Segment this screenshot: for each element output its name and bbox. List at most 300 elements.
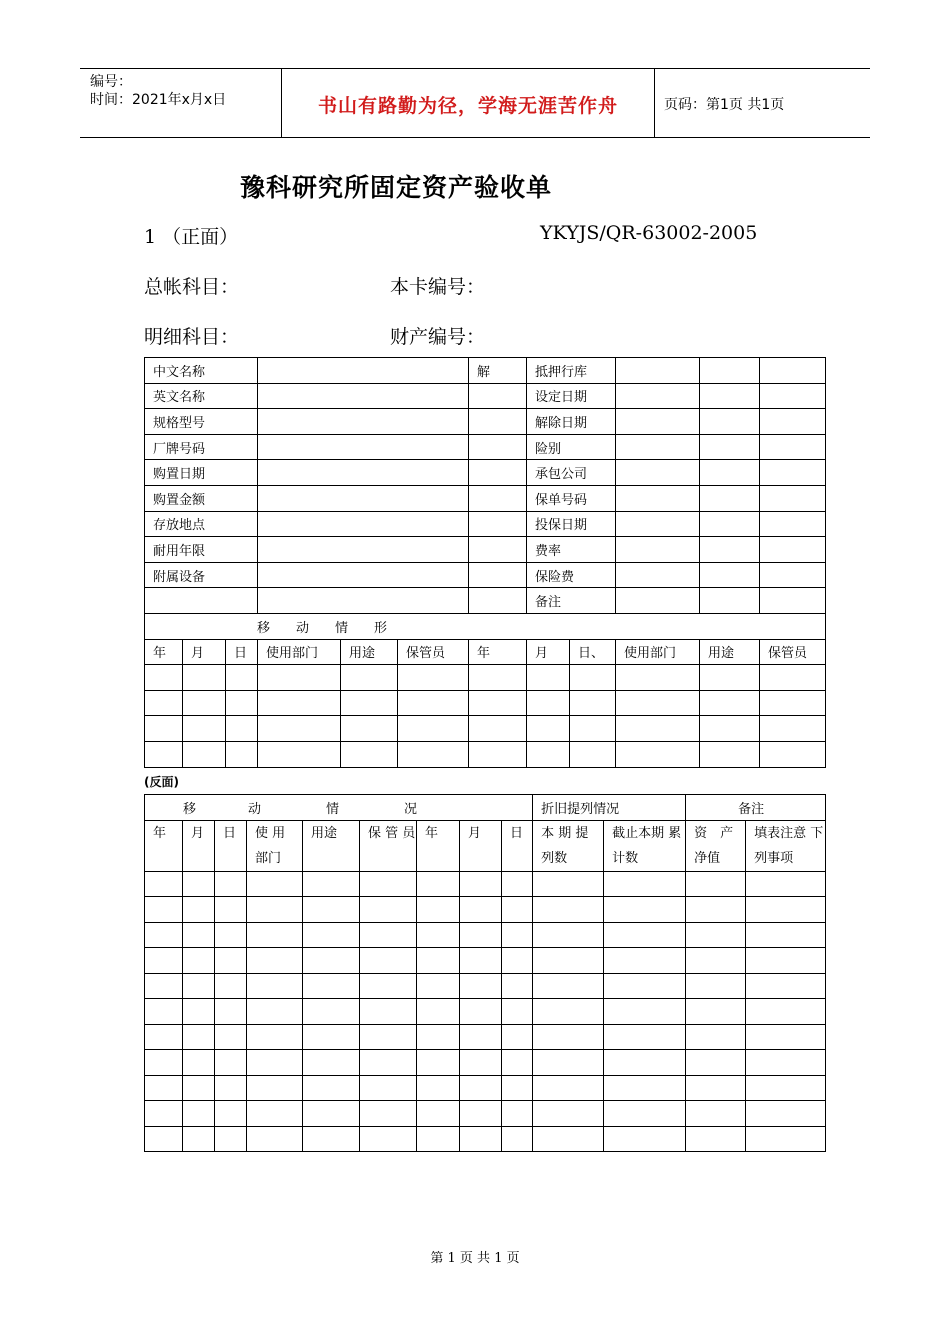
card-no-label: 本卡编号： xyxy=(390,276,486,298)
table-cell xyxy=(258,741,341,767)
table-cell xyxy=(604,1126,686,1152)
back-table xyxy=(144,794,826,1152)
table-cell xyxy=(417,922,460,948)
table-cell xyxy=(746,1075,826,1101)
table-cell xyxy=(746,1050,826,1076)
field-value xyxy=(258,358,469,384)
table-cell xyxy=(247,1075,303,1101)
table-cell xyxy=(460,1050,502,1076)
field-label: 购置日期 xyxy=(145,460,258,486)
table-cell xyxy=(145,871,183,897)
table-cell xyxy=(145,948,183,974)
move-title: 移 动 情 况 xyxy=(145,795,533,821)
doc-code: YKYJS/QR-63002-2005 xyxy=(540,222,758,244)
table-cell xyxy=(303,897,360,923)
table-cell xyxy=(469,690,527,716)
table-cell xyxy=(417,1075,460,1101)
column-header: 使 用 部门 xyxy=(247,820,303,871)
table-cell xyxy=(417,973,460,999)
table-cell xyxy=(604,948,686,974)
table-cell xyxy=(398,665,469,691)
table-cell xyxy=(247,871,303,897)
table-cell xyxy=(460,1075,502,1101)
table-cell xyxy=(360,871,417,897)
table-cell xyxy=(183,922,215,948)
field-value xyxy=(616,537,700,563)
column-header: 月 xyxy=(183,820,215,871)
field-label: 厂牌号码 xyxy=(145,434,258,460)
table-cell xyxy=(215,922,247,948)
field-value xyxy=(258,485,469,511)
table-cell xyxy=(700,665,760,691)
column-header: 用途 xyxy=(341,639,398,665)
table-cell xyxy=(502,871,533,897)
column-header: 年 xyxy=(417,820,460,871)
table-cell xyxy=(604,1101,686,1127)
table-cell xyxy=(460,999,502,1025)
table-cell xyxy=(145,665,183,691)
table-row xyxy=(145,741,826,767)
page-title: 豫科研究所固定资产验收单 xyxy=(240,173,553,202)
table-cell xyxy=(258,665,341,691)
ledger-label: 总帐科目： xyxy=(144,276,240,298)
table-cell xyxy=(303,871,360,897)
table-cell xyxy=(215,1050,247,1076)
table-cell xyxy=(686,973,746,999)
table-cell xyxy=(502,1101,533,1127)
table-cell xyxy=(303,948,360,974)
table-cell xyxy=(533,1126,604,1152)
front-table xyxy=(144,357,826,768)
field-value xyxy=(700,358,760,384)
column-header: 资 产 净值 xyxy=(686,820,746,871)
field-label: 购置金额 xyxy=(145,485,258,511)
table-cell xyxy=(183,716,226,742)
table-cell xyxy=(460,948,502,974)
table-cell xyxy=(183,741,226,767)
field-label xyxy=(469,409,527,435)
field-label: 投保日期 xyxy=(527,511,616,537)
field-label xyxy=(145,588,258,614)
table-cell xyxy=(760,665,826,691)
table-cell xyxy=(247,1050,303,1076)
table-cell xyxy=(145,922,183,948)
column-header: 用途 xyxy=(303,820,360,871)
table-cell xyxy=(533,1101,604,1127)
field-value xyxy=(258,409,469,435)
table-cell xyxy=(417,897,460,923)
table-cell xyxy=(303,999,360,1025)
field-label xyxy=(469,562,527,588)
asset-info-row xyxy=(145,383,826,409)
table-cell xyxy=(533,1075,604,1101)
table-cell xyxy=(686,1024,746,1050)
table-cell xyxy=(502,1126,533,1152)
table-cell xyxy=(226,665,258,691)
table-cell xyxy=(700,716,760,742)
column-header: 保 管 员 xyxy=(360,820,417,871)
number-label: 编号： xyxy=(90,74,132,90)
table-cell xyxy=(247,1024,303,1050)
table-cell xyxy=(460,922,502,948)
field-value xyxy=(700,409,760,435)
table-cell xyxy=(760,741,826,767)
table-cell xyxy=(616,690,700,716)
table-cell xyxy=(215,948,247,974)
asset-info-row xyxy=(145,358,826,384)
column-header: 年 xyxy=(145,820,183,871)
table-cell xyxy=(502,897,533,923)
field-value xyxy=(760,409,826,435)
table-cell xyxy=(247,948,303,974)
table-cell xyxy=(247,973,303,999)
column-header: 月 xyxy=(183,639,226,665)
field-value xyxy=(700,434,760,460)
table-cell xyxy=(145,741,183,767)
table-cell xyxy=(746,1024,826,1050)
table-cell xyxy=(746,1101,826,1127)
table-cell xyxy=(502,1075,533,1101)
table-row xyxy=(145,897,826,923)
table-cell xyxy=(686,1101,746,1127)
table-cell xyxy=(686,1050,746,1076)
field-value xyxy=(258,588,469,614)
column-header: 年 xyxy=(469,639,527,665)
table-cell xyxy=(604,1024,686,1050)
table-cell xyxy=(502,999,533,1025)
move-header-row xyxy=(145,639,826,665)
move-title-row xyxy=(145,613,826,639)
table-row xyxy=(145,1075,826,1101)
table-row xyxy=(145,690,826,716)
table-cell xyxy=(303,922,360,948)
field-label xyxy=(469,383,527,409)
table-cell xyxy=(502,922,533,948)
field-value xyxy=(616,434,700,460)
table-row xyxy=(145,871,826,897)
table-cell xyxy=(398,716,469,742)
column-header: 日 xyxy=(215,820,247,871)
table-cell xyxy=(616,665,700,691)
table-cell xyxy=(360,1024,417,1050)
table-cell xyxy=(616,716,700,742)
field-value xyxy=(760,537,826,563)
table-cell xyxy=(398,741,469,767)
field-value xyxy=(258,511,469,537)
table-cell xyxy=(604,897,686,923)
table-cell xyxy=(226,716,258,742)
column-header: 日 xyxy=(226,639,258,665)
table-cell xyxy=(570,690,616,716)
back-label: (反面) xyxy=(144,775,179,789)
table-cell xyxy=(145,1126,183,1152)
table-cell xyxy=(341,690,398,716)
table-cell xyxy=(686,871,746,897)
table-cell xyxy=(746,1126,826,1152)
table-cell xyxy=(360,973,417,999)
table-cell xyxy=(460,1126,502,1152)
table-cell xyxy=(460,871,502,897)
table-cell xyxy=(686,1075,746,1101)
detail-label: 明细科目： xyxy=(144,326,240,348)
table-cell xyxy=(686,897,746,923)
field-value xyxy=(616,562,700,588)
table-cell xyxy=(686,999,746,1025)
table-cell xyxy=(145,1075,183,1101)
table-cell xyxy=(502,948,533,974)
table-cell xyxy=(303,1126,360,1152)
table-row xyxy=(145,999,826,1025)
field-label: 备注 xyxy=(527,588,616,614)
table-cell xyxy=(145,690,183,716)
remark-title: 备注 xyxy=(686,795,826,821)
field-label: 附属设备 xyxy=(145,562,258,588)
field-value xyxy=(760,460,826,486)
asset-info-row xyxy=(145,485,826,511)
table-cell xyxy=(183,690,226,716)
table-cell xyxy=(460,1024,502,1050)
table-cell xyxy=(460,897,502,923)
table-cell xyxy=(183,1050,215,1076)
asset-info-row xyxy=(145,562,826,588)
table-cell xyxy=(570,665,616,691)
table-cell xyxy=(215,1101,247,1127)
header-meta xyxy=(90,73,226,109)
asset-info-row xyxy=(145,588,826,614)
column-header: 日、 xyxy=(570,639,616,665)
column-header: 本 期 提 列数 xyxy=(533,820,604,871)
table-cell xyxy=(341,665,398,691)
field-value xyxy=(760,358,826,384)
table-row xyxy=(145,1050,826,1076)
column-header: 月 xyxy=(527,639,570,665)
front-label: 1 （正面） xyxy=(144,226,239,248)
asset-info-row xyxy=(145,434,826,460)
table-row xyxy=(145,922,826,948)
table-cell xyxy=(533,973,604,999)
document-header xyxy=(80,68,870,138)
table-cell xyxy=(360,897,417,923)
table-cell xyxy=(247,1126,303,1152)
section-title-row xyxy=(145,795,826,821)
table-cell xyxy=(215,1024,247,1050)
field-label: 保险费 xyxy=(527,562,616,588)
table-cell xyxy=(604,973,686,999)
depreciation-title: 折旧提列情况 xyxy=(533,795,686,821)
table-cell xyxy=(247,1101,303,1127)
table-cell xyxy=(398,690,469,716)
field-value xyxy=(258,460,469,486)
field-value xyxy=(760,511,826,537)
field-label: 险别 xyxy=(527,434,616,460)
table-cell xyxy=(303,973,360,999)
table-cell xyxy=(247,999,303,1025)
table-cell xyxy=(746,973,826,999)
table-cell xyxy=(360,999,417,1025)
table-cell xyxy=(183,1126,215,1152)
table-cell xyxy=(502,1050,533,1076)
table-cell xyxy=(604,922,686,948)
table-row xyxy=(145,1126,826,1152)
table-cell xyxy=(341,716,398,742)
field-value xyxy=(700,460,760,486)
asset-info-row xyxy=(145,511,826,537)
table-cell xyxy=(183,999,215,1025)
table-cell xyxy=(527,716,570,742)
field-label: 存放地点 xyxy=(145,511,258,537)
field-label: 解除日期 xyxy=(527,409,616,435)
table-cell xyxy=(341,741,398,767)
field-value xyxy=(760,562,826,588)
field-value xyxy=(616,358,700,384)
motto: 书山有路勤为径，学海无涯苦作舟 xyxy=(317,95,618,117)
table-cell xyxy=(183,897,215,923)
field-value xyxy=(616,588,700,614)
field-label: 耐用年限 xyxy=(145,537,258,563)
asset-info-row xyxy=(145,537,826,563)
field-value xyxy=(700,588,760,614)
table-cell xyxy=(360,948,417,974)
field-label: 抵押行库 xyxy=(527,358,616,384)
field-value xyxy=(760,485,826,511)
table-cell xyxy=(533,897,604,923)
table-cell xyxy=(145,716,183,742)
table-cell xyxy=(417,1126,460,1152)
column-header: 日 xyxy=(502,820,533,871)
column-header: 用途 xyxy=(700,639,760,665)
table-cell xyxy=(570,741,616,767)
column-header: 保管员 xyxy=(398,639,469,665)
table-cell xyxy=(533,1024,604,1050)
table-cell xyxy=(502,973,533,999)
table-cell xyxy=(258,716,341,742)
asset-info-row xyxy=(145,409,826,435)
table-cell xyxy=(746,871,826,897)
field-value xyxy=(700,562,760,588)
table-row xyxy=(145,1024,826,1050)
table-cell xyxy=(183,1024,215,1050)
field-label xyxy=(469,588,527,614)
table-cell xyxy=(746,999,826,1025)
asset-no-label: 财产编号： xyxy=(390,326,486,348)
table-row xyxy=(145,948,826,974)
table-row xyxy=(145,973,826,999)
table-cell xyxy=(533,1050,604,1076)
field-label xyxy=(469,511,527,537)
table-cell xyxy=(258,690,341,716)
field-value xyxy=(616,511,700,537)
table-cell xyxy=(533,948,604,974)
field-label: 保单号码 xyxy=(527,485,616,511)
table-cell xyxy=(183,973,215,999)
header-page-info: 页码：第1页 共1页 xyxy=(664,97,785,113)
column-header: 使用部门 xyxy=(616,639,700,665)
table-cell xyxy=(604,1050,686,1076)
table-cell xyxy=(469,741,527,767)
field-value xyxy=(760,383,826,409)
table-cell xyxy=(604,1075,686,1101)
table-cell xyxy=(502,1024,533,1050)
field-value xyxy=(616,383,700,409)
field-label: 规格型号 xyxy=(145,409,258,435)
table-cell xyxy=(145,1050,183,1076)
field-label: 中文名称 xyxy=(145,358,258,384)
field-label xyxy=(469,434,527,460)
table-row xyxy=(145,716,826,742)
table-cell xyxy=(183,1075,215,1101)
table-cell xyxy=(145,973,183,999)
table-cell xyxy=(360,1126,417,1152)
field-value xyxy=(258,383,469,409)
table-cell xyxy=(469,716,527,742)
table-cell xyxy=(360,1101,417,1127)
field-value xyxy=(616,409,700,435)
field-value xyxy=(700,537,760,563)
table-cell xyxy=(226,741,258,767)
asset-info-row xyxy=(145,460,826,486)
table-cell xyxy=(527,665,570,691)
table-cell xyxy=(303,1024,360,1050)
field-value xyxy=(258,434,469,460)
field-label xyxy=(469,485,527,511)
table-cell xyxy=(686,1126,746,1152)
table-cell xyxy=(417,871,460,897)
table-cell xyxy=(460,1101,502,1127)
field-label: 设定日期 xyxy=(527,383,616,409)
table-cell xyxy=(746,922,826,948)
table-cell xyxy=(145,999,183,1025)
table-cell xyxy=(417,948,460,974)
table-cell xyxy=(360,1050,417,1076)
table-cell xyxy=(533,999,604,1025)
table-cell xyxy=(417,1050,460,1076)
table-cell xyxy=(360,922,417,948)
table-row xyxy=(145,665,826,691)
field-label xyxy=(469,537,527,563)
field-label: 解 xyxy=(469,358,527,384)
field-label: 英文名称 xyxy=(145,383,258,409)
column-header: 使用部门 xyxy=(258,639,341,665)
table-cell xyxy=(417,1101,460,1127)
column-header: 年 xyxy=(145,639,183,665)
table-cell xyxy=(145,897,183,923)
table-cell xyxy=(360,1075,417,1101)
table-cell xyxy=(215,897,247,923)
table-cell xyxy=(183,871,215,897)
column-header: 月 xyxy=(460,820,502,871)
table-row xyxy=(145,1101,826,1127)
table-cell xyxy=(145,1024,183,1050)
table-cell xyxy=(215,871,247,897)
table-cell xyxy=(145,1101,183,1127)
table-cell xyxy=(215,973,247,999)
table-cell xyxy=(247,922,303,948)
field-value xyxy=(258,537,469,563)
table-cell xyxy=(417,1024,460,1050)
table-cell xyxy=(226,690,258,716)
field-value xyxy=(616,460,700,486)
table-cell xyxy=(616,741,700,767)
table-cell xyxy=(183,665,226,691)
table-cell xyxy=(215,1075,247,1101)
table-cell xyxy=(686,922,746,948)
header-divider xyxy=(654,69,655,137)
table-cell xyxy=(760,690,826,716)
table-cell xyxy=(533,922,604,948)
table-cell xyxy=(183,1101,215,1127)
field-value xyxy=(760,588,826,614)
table-cell xyxy=(760,716,826,742)
